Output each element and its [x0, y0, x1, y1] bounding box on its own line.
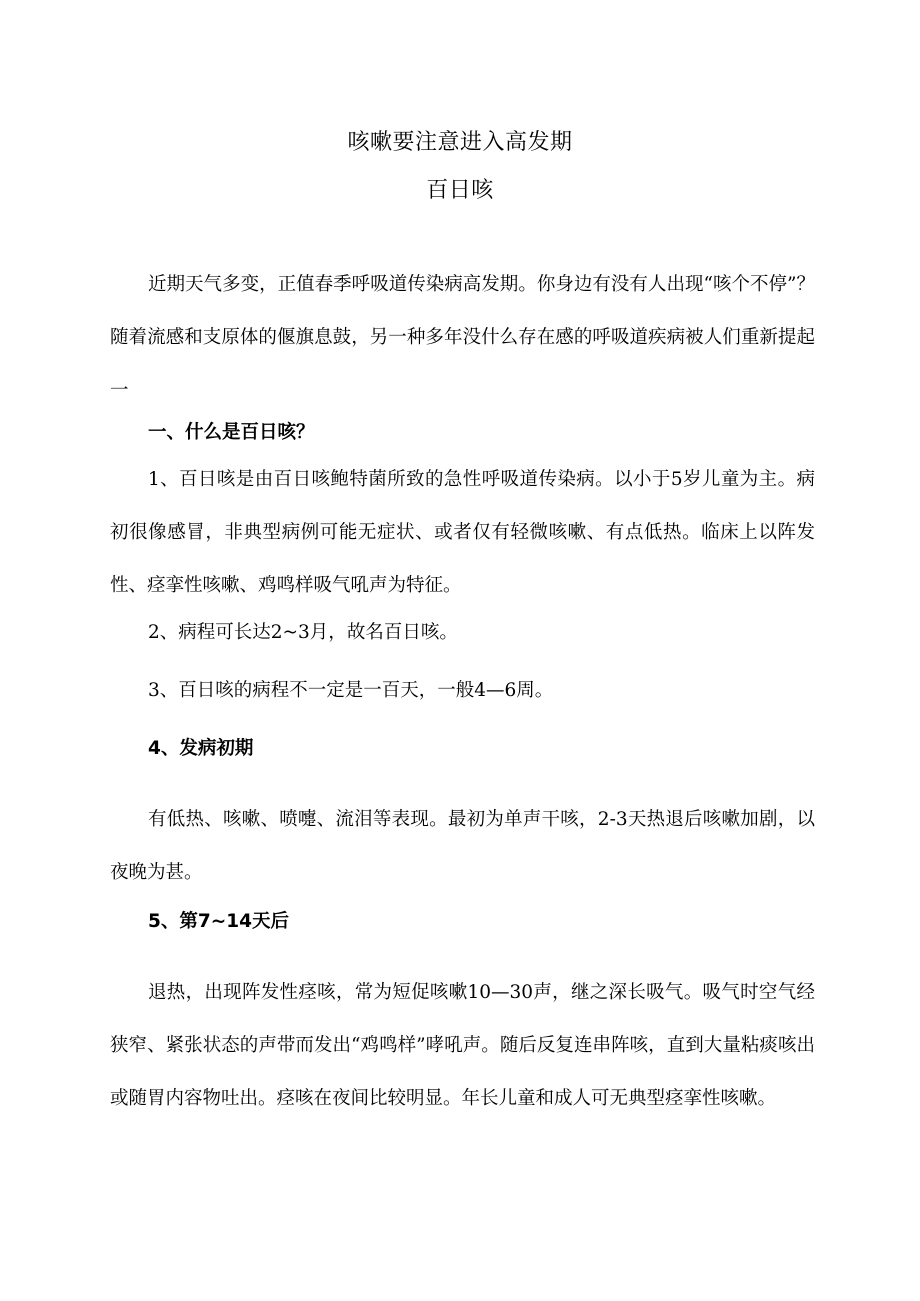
item-4-paragraph: 有低热、咳嗽、喷嚏、流泪等表现。最初为单声干咳，2-3天热退后咳嗽加剧，以夜晚为甚。 [110, 809, 815, 883]
section-heading-what-is: 一、什么是百日咳？ [148, 422, 315, 443]
item-5-heading: 5、第7~14天后 [148, 911, 289, 932]
document-title: 咳嗽要注意进入高发期 [347, 130, 573, 155]
item-1-paragraph: 1、百日咳是由百日咳鲍特菌所致的急性呼吸道传染病。以小于5岁儿童为主。病初很像感冒，非典型病例可能无症状、或者仅有轻微咳嗽、有点低热。临床上以阵发性、痉挛性咳嗽、鸡鸣样吸气吼声为特征。 [110, 469, 815, 596]
item-3-paragraph: 3、百日咳的病程不一定是一百天，一般4—6周。 [148, 680, 554, 701]
item-4-heading: 4、发病初期 [148, 738, 254, 759]
document-subtitle: 百日咳 [426, 178, 494, 203]
intro-paragraph: 近期天气多变，正值春季呼吸道传染病高发期。你身边有没有人出现“咳个不停”？随着流感和支原体的偃旗息鼓，另一种多年没什么存在感的呼吸道疾病被人们重新提起一 [110, 274, 815, 401]
item-2-paragraph: 2、病程可长达2~3月，故名百日咳。 [148, 622, 458, 643]
item-5-paragraph: 退热，出现阵发性痉咳，常为短促咳嗽10—30声，继之深长吸气。吸气时空气经狭窄、紧张状态的声带而发出“鸡鸣样”哮吼声。随后反复连串阵咳，直到大量粘痰咳出或随胃内容物吐出。痉咳在夜间比较明显。年长儿童和成人可无典型痉挛性咳嗽。 [110, 982, 815, 1109]
